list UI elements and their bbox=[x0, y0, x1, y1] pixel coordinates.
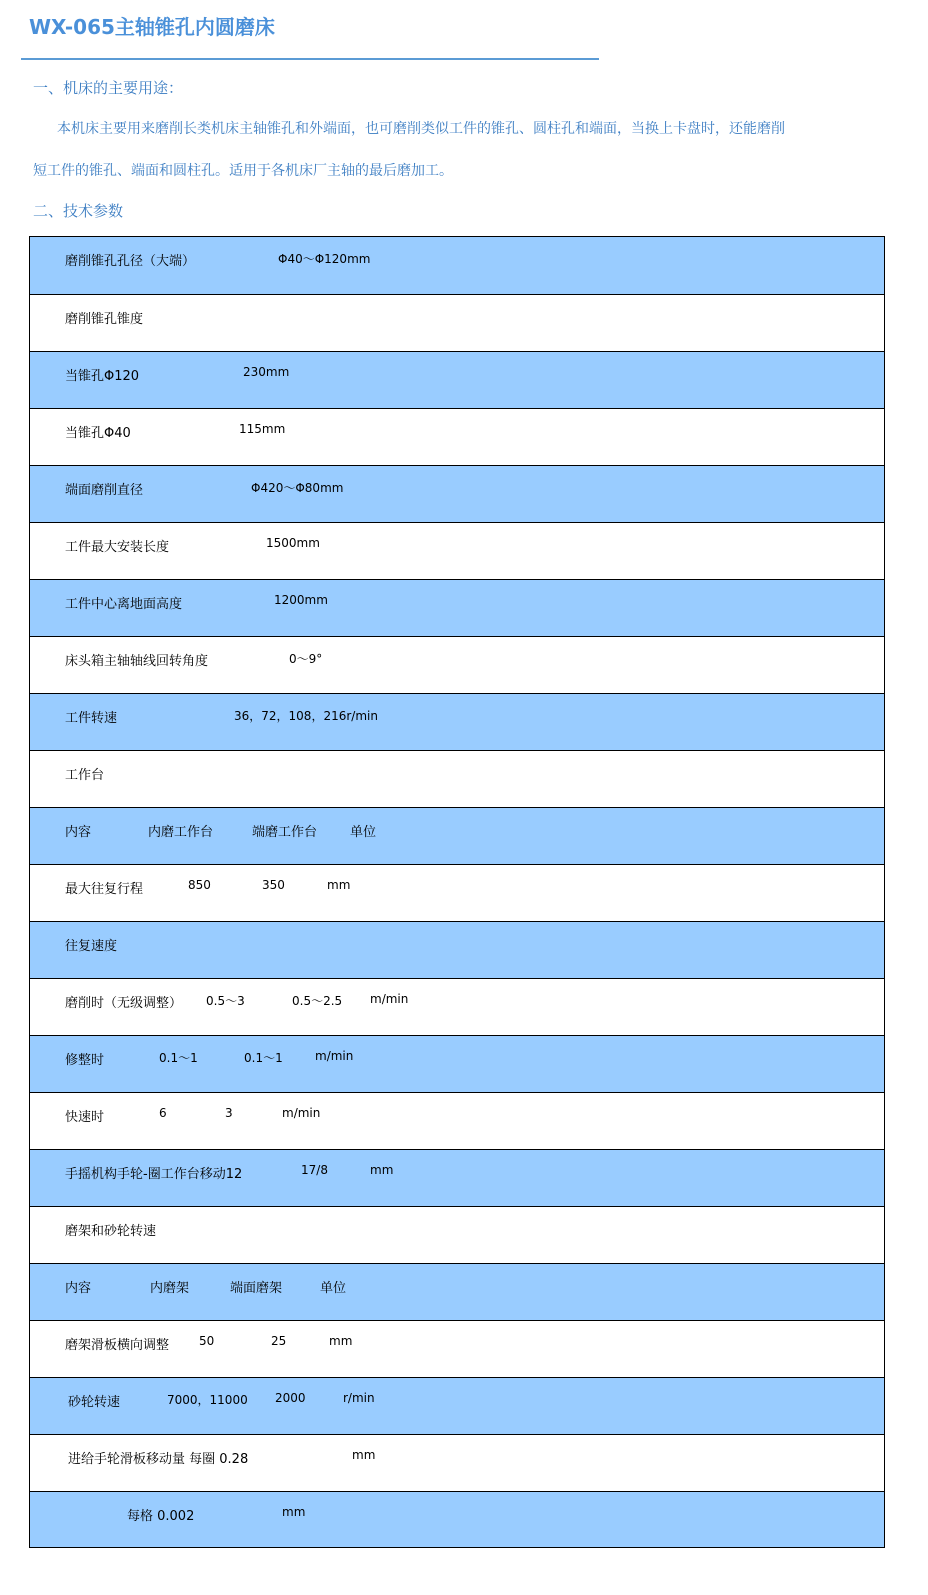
section-heading-specs: 二、技术参数 bbox=[33, 202, 124, 220]
table-cell: 内容 bbox=[65, 1281, 92, 1296]
table-cell: 端磨工作台 bbox=[252, 825, 318, 840]
table-cell: r/min bbox=[343, 1391, 375, 1405]
table-cell: m/min bbox=[282, 1106, 321, 1120]
table-row bbox=[30, 351, 884, 408]
page-title: WX-065主轴锥孔内圆磨床 bbox=[29, 15, 275, 39]
table-cell: 25 bbox=[271, 1334, 287, 1348]
table-row bbox=[30, 408, 884, 465]
table-cell: 0.5～2.5 bbox=[292, 994, 343, 1008]
table-cell: 砂轮转速 bbox=[68, 1395, 121, 1410]
table-row bbox=[30, 579, 884, 636]
table-cell: 床头箱主轴轴线回转角度 bbox=[65, 654, 209, 669]
table-cell: 磨架和砂轮转速 bbox=[65, 1224, 157, 1239]
table-cell: 最大往复行程 bbox=[65, 882, 144, 897]
table-cell: 磨削时（无级调整） bbox=[65, 996, 183, 1011]
table-cell: 7000，11000 bbox=[167, 1393, 248, 1407]
table-cell: m/min bbox=[370, 992, 409, 1006]
table-row bbox=[30, 1149, 884, 1206]
table-cell: 0.1～1 bbox=[159, 1051, 198, 1065]
table-cell: 350 bbox=[262, 878, 285, 892]
table-row bbox=[30, 750, 884, 807]
table-cell: 0.5～3 bbox=[206, 994, 245, 1008]
usage-paragraph-line-1: 本机床主要用来磨削长类机床主轴锥孔和外端面，也可磨削类似工件的锥孔、圆柱孔和端面，当换上卡盘时，还能磨削 bbox=[57, 121, 785, 137]
spec-table bbox=[29, 236, 885, 1548]
table-cell: 230mm bbox=[243, 365, 290, 379]
table-cell: 2000 bbox=[275, 1391, 306, 1405]
table-row bbox=[30, 693, 884, 750]
table-cell: 端面磨架 bbox=[230, 1281, 283, 1296]
table-cell: 50 bbox=[199, 1334, 215, 1348]
table-cell: mm bbox=[282, 1505, 306, 1519]
table-cell: 内磨工作台 bbox=[148, 825, 214, 840]
table-cell: 内容 bbox=[65, 825, 92, 840]
table-row bbox=[30, 465, 884, 522]
table-cell: 0～9° bbox=[289, 652, 323, 666]
table-cell: 17/8 bbox=[301, 1163, 328, 1177]
table-cell: 磨削锥孔孔径（大端） bbox=[65, 254, 196, 269]
table-row bbox=[30, 807, 884, 864]
table-row bbox=[30, 921, 884, 978]
table-cell: 进给手轮滑板移动量 每圈 0.28 bbox=[68, 1452, 249, 1467]
table-row bbox=[30, 864, 884, 921]
table-row bbox=[30, 1206, 884, 1263]
table-cell: 工件中心离地面高度 bbox=[65, 597, 183, 612]
table-cell: 1200mm bbox=[274, 593, 328, 607]
table-row bbox=[30, 1092, 884, 1149]
table-row bbox=[30, 1035, 884, 1092]
table-cell: 往复速度 bbox=[65, 939, 118, 954]
table-cell: 850 bbox=[188, 878, 211, 892]
table-cell: 6 bbox=[159, 1106, 167, 1120]
table-cell: 115mm bbox=[239, 422, 286, 436]
table-cell: 当锥孔Φ40 bbox=[65, 426, 131, 441]
table-cell: Φ40～Φ120mm bbox=[278, 252, 371, 266]
table-cell: 3 bbox=[225, 1106, 233, 1120]
table-cell: 内磨架 bbox=[150, 1281, 190, 1296]
table-cell: 工件转速 bbox=[65, 711, 118, 726]
table-row bbox=[30, 1434, 884, 1491]
table-cell: 手摇机构手轮-圈工作台移动12 bbox=[65, 1167, 243, 1182]
table-row bbox=[30, 1377, 884, 1434]
table-cell: mm bbox=[352, 1448, 376, 1462]
table-row bbox=[30, 1320, 884, 1377]
table-cell: 修整时 bbox=[65, 1053, 105, 1068]
table-cell: mm bbox=[370, 1163, 394, 1177]
table-row bbox=[30, 1263, 884, 1320]
table-cell: 快速时 bbox=[65, 1110, 105, 1125]
table-cell: mm bbox=[327, 878, 351, 892]
table-cell: 单位 bbox=[350, 825, 377, 840]
table-row bbox=[30, 1491, 884, 1547]
usage-paragraph-line-2: 短工件的锥孔、端面和圆柱孔。适用于各机床厂主轴的最后磨加工。 bbox=[33, 163, 453, 179]
section-heading-usage: 一、机床的主要用途： bbox=[33, 79, 184, 97]
table-cell: 0.1～1 bbox=[244, 1051, 283, 1065]
table-cell: 每格 0.002 bbox=[127, 1509, 195, 1524]
table-cell: 36，72，108，216r/min bbox=[234, 709, 378, 723]
table-row bbox=[30, 294, 884, 351]
table-cell: m/min bbox=[315, 1049, 354, 1063]
table-cell: 磨削锥孔锥度 bbox=[65, 312, 144, 327]
table-row bbox=[30, 237, 884, 294]
table-row bbox=[30, 636, 884, 693]
title-divider bbox=[21, 58, 599, 60]
table-row bbox=[30, 522, 884, 579]
table-cell: 1500mm bbox=[266, 536, 320, 550]
table-cell: 端面磨削直径 bbox=[65, 483, 144, 498]
table-cell: 工件最大安装长度 bbox=[65, 540, 170, 555]
table-cell: 工作台 bbox=[65, 768, 105, 783]
table-cell: Φ420～Φ80mm bbox=[251, 481, 344, 495]
table-cell: 磨架滑板横向调整 bbox=[65, 1338, 170, 1353]
table-row bbox=[30, 978, 884, 1035]
table-cell: 单位 bbox=[320, 1281, 347, 1296]
table-cell: 当锥孔Φ120 bbox=[65, 369, 140, 384]
table-cell: mm bbox=[329, 1334, 353, 1348]
